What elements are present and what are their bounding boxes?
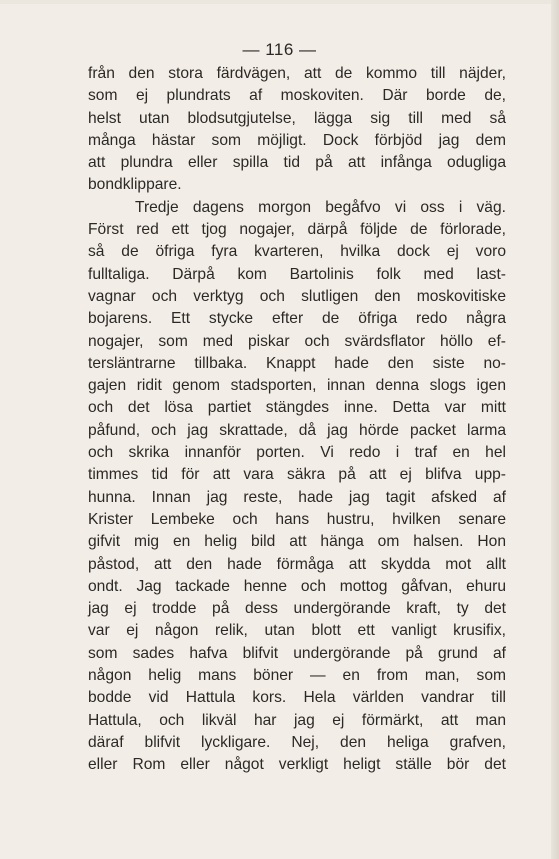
text-line: fulltaliga. Därpå kom Bartolinis folk med last- xyxy=(88,265,506,283)
text-line: jag ej trodde på dess undergörande kraft, ty det xyxy=(88,600,506,618)
text-line: bodde vid Hattula kors. Hela världen vandrar till xyxy=(88,689,506,707)
text-line: bondklippare. xyxy=(88,176,182,194)
text-line: och det lösa partiet stängdes inne. Detta var mitt xyxy=(88,399,506,417)
text-line: så de öfriga fyra kvarteren, hvilka dock ej voro xyxy=(88,243,506,261)
text-line: gifvit mig en helig bild att hänga om halsen. Hon xyxy=(88,533,506,551)
text-line: var ej någon relik, utan blott ett vanligt krusifix, xyxy=(88,622,506,640)
text-line: påstod, att den hade förmåga att skydda mot allt xyxy=(88,555,506,573)
text-line: vagnar och verktyg och slutligen den moskovitiske xyxy=(88,287,506,305)
text-line: påfund, och jag skrattade, då jag hörde packet larma xyxy=(88,421,506,439)
body-text xyxy=(88,63,506,777)
text-line: att plundra eller spilla tid på att infånga odugliga xyxy=(88,154,506,172)
text-line: Först red ett tjog nogajer, därpå följde de förlorade, xyxy=(88,221,506,239)
text-line: tersläntrarne tillbaka. Knappt hade den siste no- xyxy=(88,354,506,372)
text-line: hunna. Innan jag reste, hade jag tagit afsked af xyxy=(88,488,506,506)
page-number: — 116 — xyxy=(242,40,317,59)
text-line: bojarens. Ett stycke efter de öfriga redo några xyxy=(88,310,506,328)
text-line: ondt. Jag tackade henne och mottog gåfvan, ehuru xyxy=(88,577,506,595)
text-line: helst utan blodsutgjutelse, lägga sig till med så xyxy=(88,109,506,127)
text-line: eller Rom eller något verkligt heligt ställe bör det xyxy=(88,756,506,774)
text-line: Tredje dagens morgon begåfvo vi oss i väg. xyxy=(135,198,506,216)
text-line: Hattula, och likväl har jag ej förmärkt, att man xyxy=(88,711,506,729)
text-line: någon helig mans böner — en from man, som xyxy=(88,667,506,685)
text-line: däraf blifvit lyckligare. Nej, den heliga grafven, xyxy=(88,733,506,751)
text-line: som sades hafva blifvit undergörande på grund af xyxy=(88,644,506,662)
text-line: timmes tid för att vara säkra på att ej blifva upp- xyxy=(88,466,506,484)
text-line: många hästar som möjligt. Dock förbjöd jag dem xyxy=(88,131,506,149)
text-line: gajen ridit genom stadsporten, innan denna slogs igen xyxy=(88,377,506,395)
page-right-edge xyxy=(551,0,559,859)
text-line: som ej plundrats af moskoviten. Där borde de, xyxy=(88,87,506,105)
text-line: Krister Lembeke och hans hustru, hvilken senare xyxy=(88,510,506,528)
text-line: från den stora färdvägen, att de kommo till näjder, xyxy=(88,65,506,82)
text-line: och skrika innanför porten. Vi redo i traf en hel xyxy=(88,444,506,462)
text-line: nogajer, som med piskar och svärdsflator höllo ef- xyxy=(88,332,506,350)
page-top-edge xyxy=(0,0,559,4)
